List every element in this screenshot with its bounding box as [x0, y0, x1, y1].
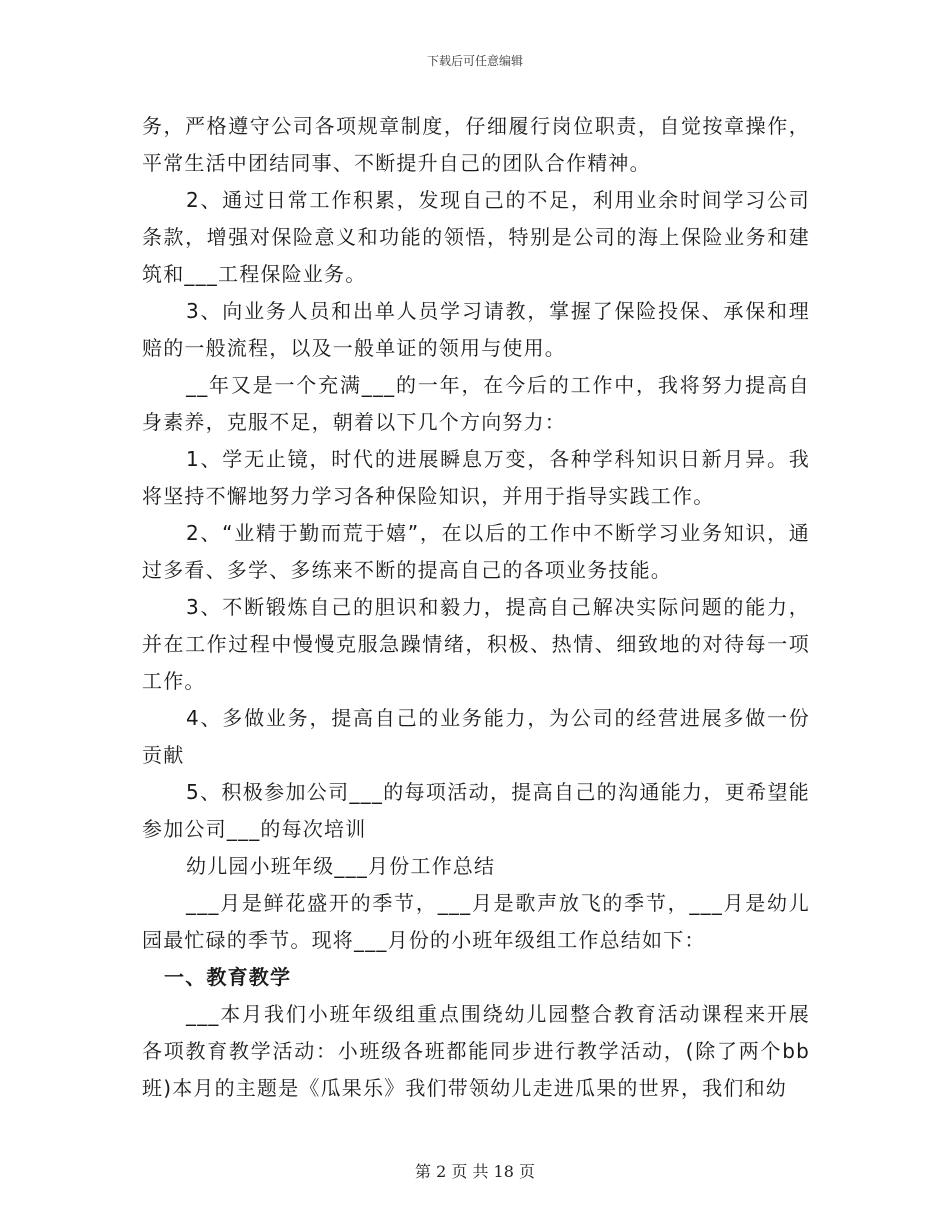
paragraph-intro: ___月是鲜花盛开的季节，___月是歌声放飞的季节，___月是幼儿园最忙碌的季节。现将___月份的小班年级组工作总结如下：: [142, 891, 810, 952]
paragraph-goal-4: 4、多做业务，提高自己的业务能力，为公司的经营进展多做一份贡献: [142, 706, 810, 767]
paragraph-goal-2: 2、“业精于勤而荒于嬉”，在以后的工作中不断学习业务知识，通过多看、多学、多练来不断的提高自己的各项业务技能。: [142, 521, 810, 582]
page-header: 下载后可任意编辑: [426, 54, 523, 68]
page-number: 第 2 页 共 18 页: [415, 1162, 535, 1181]
paragraph-item-3: 3、向业务人员和出单人员学习请教，掌握了保险投保、承保和理赔的一般流程，以及一般单证的领用与使用。: [142, 299, 810, 360]
section-title: 幼儿园小班年级___月份工作总结: [186, 854, 496, 878]
paragraph-outlook: __年又是一个充满___的一年，在今后的工作中，我将努力提高自身素养，克服不足，朝着以下几个方向努力：: [142, 373, 810, 434]
paragraph-education: ___本月我们小班年级组重点围绕幼儿园整合教育活动课程来开展各项教育教学活动：小班级各班都能同步进行教学活动，(除了两个bb班)本月的主题是《瓜果乐》我们带领幼儿走进瓜果的世界，我们和幼: [142, 1002, 810, 1100]
section-heading: 一、教育教学: [164, 965, 292, 989]
document-body: [142, 108, 810, 1107]
paragraph-item-2: 2、通过日常工作积累，发现自己的不足，利用业余时间学习公司条款，增强对保险意义和功能的领悟，特别是公司的海上保险业务和建筑和___工程保险业务。: [142, 188, 810, 286]
paragraph-goal-3: 3、不断锻炼自己的胆识和毅力，提高自己解决实际问题的能力，并在工作过程中慢慢克服急躁情绪，积极、热情、细致地的对待每一项工作。: [142, 595, 810, 693]
paragraph-continuation: 务，严格遵守公司各项规章制度，仔细履行岗位职责，自觉按章操作，平常生活中团结同事、不断提升自己的团队合作精神。: [142, 114, 810, 175]
paragraph-goal-5: 5、积极参加公司___的每项活动，提高自己的沟通能力，更希望能参加公司___的每次培训: [142, 780, 810, 841]
paragraph-goal-1: 1、学无止镜，时代的进展瞬息万变，各种学科知识日新月异。我将坚持不懈地努力学习各种保险知识，并用于指导实践工作。: [142, 447, 810, 508]
